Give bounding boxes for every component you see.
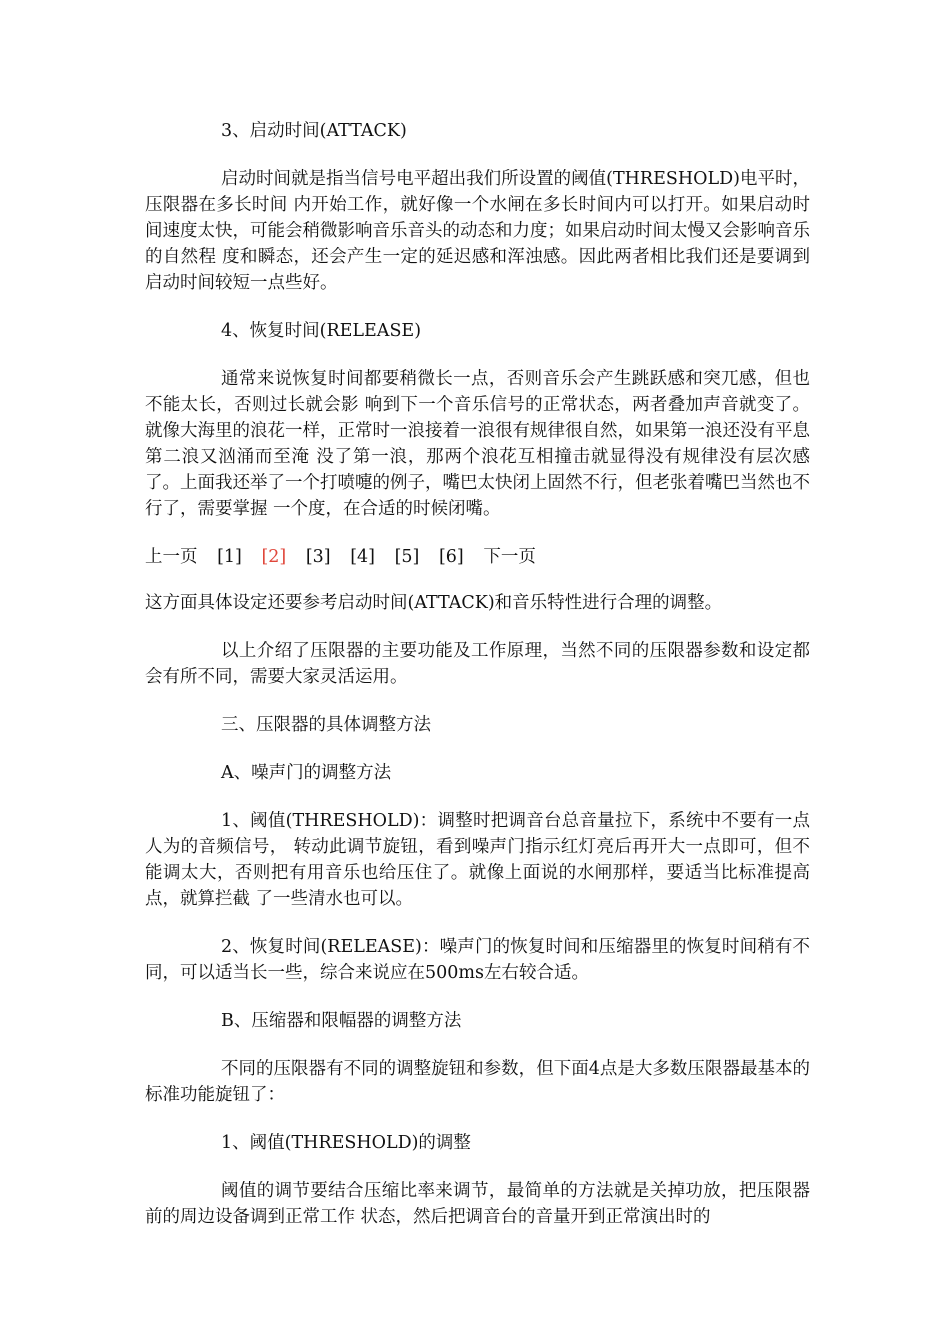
- paragraph-summary: 以上介绍了压限器的主要功能及工作原理，当然不同的压限器参数和设定都会有所不同，需要大家灵活运用。: [145, 641, 810, 687]
- section-heading-adjustment: 三、压限器的具体调整方法: [221, 715, 431, 735]
- pager-page-5[interactable]: [5]: [394, 547, 420, 567]
- paragraph-gate-threshold: 1、阈值(THRESHOLD)：调整时把调音台总音量拉下，系统中不要有一点人为的音频信号， 转动此调节旋钮，看到噪声门指示红灯亮后再开大一点即可，但不能调太大，否则把有用音乐也给压住了。就像上面说的水闸那样，要适当比标准提高点，就算拦截 了一些清水也可以。: [145, 811, 810, 909]
- pager-page-1[interactable]: [1]: [217, 547, 242, 567]
- heading-threshold-adjust: 1、阈值(THRESHOLD)的调整: [221, 1133, 471, 1153]
- paragraph-gate-release: 2、恢复时间(RELEASE)：噪声门的恢复时间和压缩器里的恢复时间稍有不同，可以适当长一些，综合来说应在500ms左右较合适。: [145, 937, 810, 983]
- pager-page-3[interactable]: [3]: [305, 547, 331, 567]
- subheading-noise-gate: A、噪声门的调整方法: [221, 763, 392, 783]
- document-body: [145, 118, 810, 1252]
- pagination: [145, 544, 810, 570]
- pager-page-6[interactable]: [6]: [438, 547, 464, 567]
- heading-attack: 3、启动时间(ATTACK): [221, 121, 407, 141]
- paragraph-threshold-adjust: 阈值的调节要结合压缩比率来调节，最简单的方法就是关掉功放，把压限器前的周边设备调到正常工作 状态，然后把调音台的音量开到正常演出时的: [145, 1181, 810, 1227]
- paragraph-attack-note: 这方面具体设定还要参考启动时间(ATTACK)和音乐特性进行合理的调整。: [145, 593, 723, 613]
- subheading-compressor-limiter: B、压缩器和限幅器的调整方法: [221, 1011, 462, 1031]
- pager-next-link[interactable]: 下一页: [483, 547, 536, 567]
- paragraph-release: 通常来说恢复时间都要稍微长一点，否则音乐会产生跳跃感和突兀感，但也不能太长，否则过长就会影 响到下一个音乐信号的正常状态，两者叠加声音就变了。就像大海里的浪花一样，正常时一浪接着一浪很有规律很自然，如果第一浪还没有平息第二浪又汹涌而至淹 没了第一浪，那两个浪花互相撞击就显得没有规律没有层次感了。上面我还举了一个打喷嚏的例子，嘴巴太快闭上固然不行，但老张着嘴巴当然也不行了，需要掌握 一个度，在合适的时候闭嘴。: [145, 369, 810, 519]
- pager-page-2-current[interactable]: [2]: [261, 547, 287, 567]
- pager-page-4[interactable]: [4]: [350, 547, 375, 567]
- paragraph-standard-knobs: 不同的压限器有不同的调整旋钮和参数，但下面4点是大多数压限器最基本的标准功能旋钮了：: [145, 1059, 810, 1105]
- paragraph-attack: 启动时间就是指当信号电平超出我们所设置的阈值(THRESHOLD)电平时，压限器在多长时间 内开始工作，就好像一个水闸在多长时间内可以打开。如果启动时间速度太快，可能会稍微影响音乐音头的动态和力度；如果启动时间太慢又会影响音乐的自然程 度和瞬态，还会产生一定的延迟感和浑浊感。因此两者相比我们还是要调到启动时间较短一点些好。: [145, 169, 810, 293]
- heading-release: 4、恢复时间(RELEASE): [221, 321, 422, 341]
- pager-prev-link[interactable]: 上一页: [145, 547, 198, 567]
